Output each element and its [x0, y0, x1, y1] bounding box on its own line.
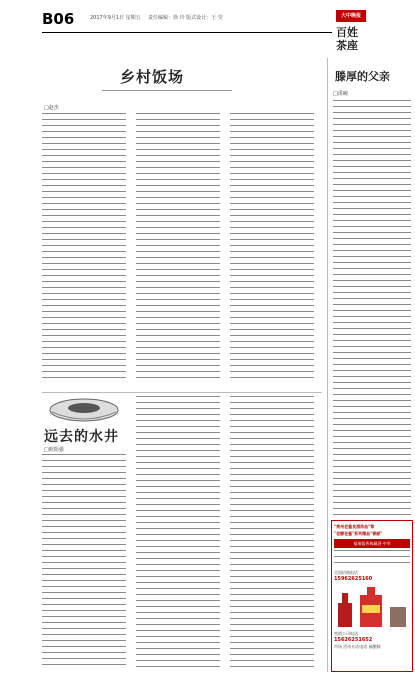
article-byline: □欧阳强 — [44, 447, 64, 453]
date-line: 2017年9月1日 星期五 — [90, 15, 141, 21]
well-illustration — [42, 396, 127, 424]
article-title: 滕厚的父亲 — [335, 70, 390, 83]
ad-headline-1: "贵州老酱良酒珍品"第 — [334, 524, 375, 529]
article-father — [331, 58, 415, 518]
ad-headline-2: "老醇老酱"系列精品"曾献" — [334, 531, 383, 536]
column-rule — [327, 58, 328, 672]
brand-text: 大中晚报 — [340, 13, 361, 19]
article-body-col1 — [42, 454, 126, 668]
ad-banner — [334, 539, 410, 548]
ad-phone-1: 15962625160 — [334, 576, 373, 582]
article-byline: □赵杰 — [44, 105, 59, 111]
article-title-underline — [102, 90, 232, 91]
article-body — [333, 100, 411, 520]
ad-product-photo — [334, 585, 410, 629]
ad-footer: 市场 活动专店电话 福酿制 — [334, 644, 381, 649]
article-body-col1 — [42, 113, 126, 383]
article-village-dining — [42, 58, 322, 388]
article-distant-well — [42, 396, 322, 672]
section-divider — [42, 392, 322, 393]
ad-headline-3: 福瑞酱香典藏酒·中华 — [353, 541, 391, 546]
well-icon — [42, 396, 127, 424]
liquor-advertisement — [331, 520, 413, 672]
page-header — [0, 0, 415, 52]
article-body-col2 — [136, 396, 220, 668]
article-body-col2 — [136, 113, 220, 383]
ad-phone-2: 15626251652 — [334, 637, 373, 643]
ad-body-text — [334, 550, 410, 568]
article-body-col3 — [230, 396, 314, 668]
section-title: 百姓 — [336, 26, 358, 39]
brand-stamp — [336, 10, 366, 22]
liquor-bottle-icon — [334, 585, 410, 629]
ad-contact-label: 全国招商电话： — [334, 570, 362, 575]
ad-contact-2: 营销公司电话： — [334, 631, 362, 636]
editor-line: 责任编辑：徐 玲 版式设计：王 莹 — [148, 15, 223, 21]
article-title: 远去的水井 — [44, 429, 119, 445]
article-body-col3 — [230, 113, 314, 383]
header-rule — [42, 32, 332, 33]
article-title: 乡村饭场 — [120, 68, 185, 86]
section-title-2: 茶座 — [336, 39, 358, 52]
article-byline: □禹碗 — [333, 91, 348, 97]
page-code: B06 — [42, 10, 75, 28]
